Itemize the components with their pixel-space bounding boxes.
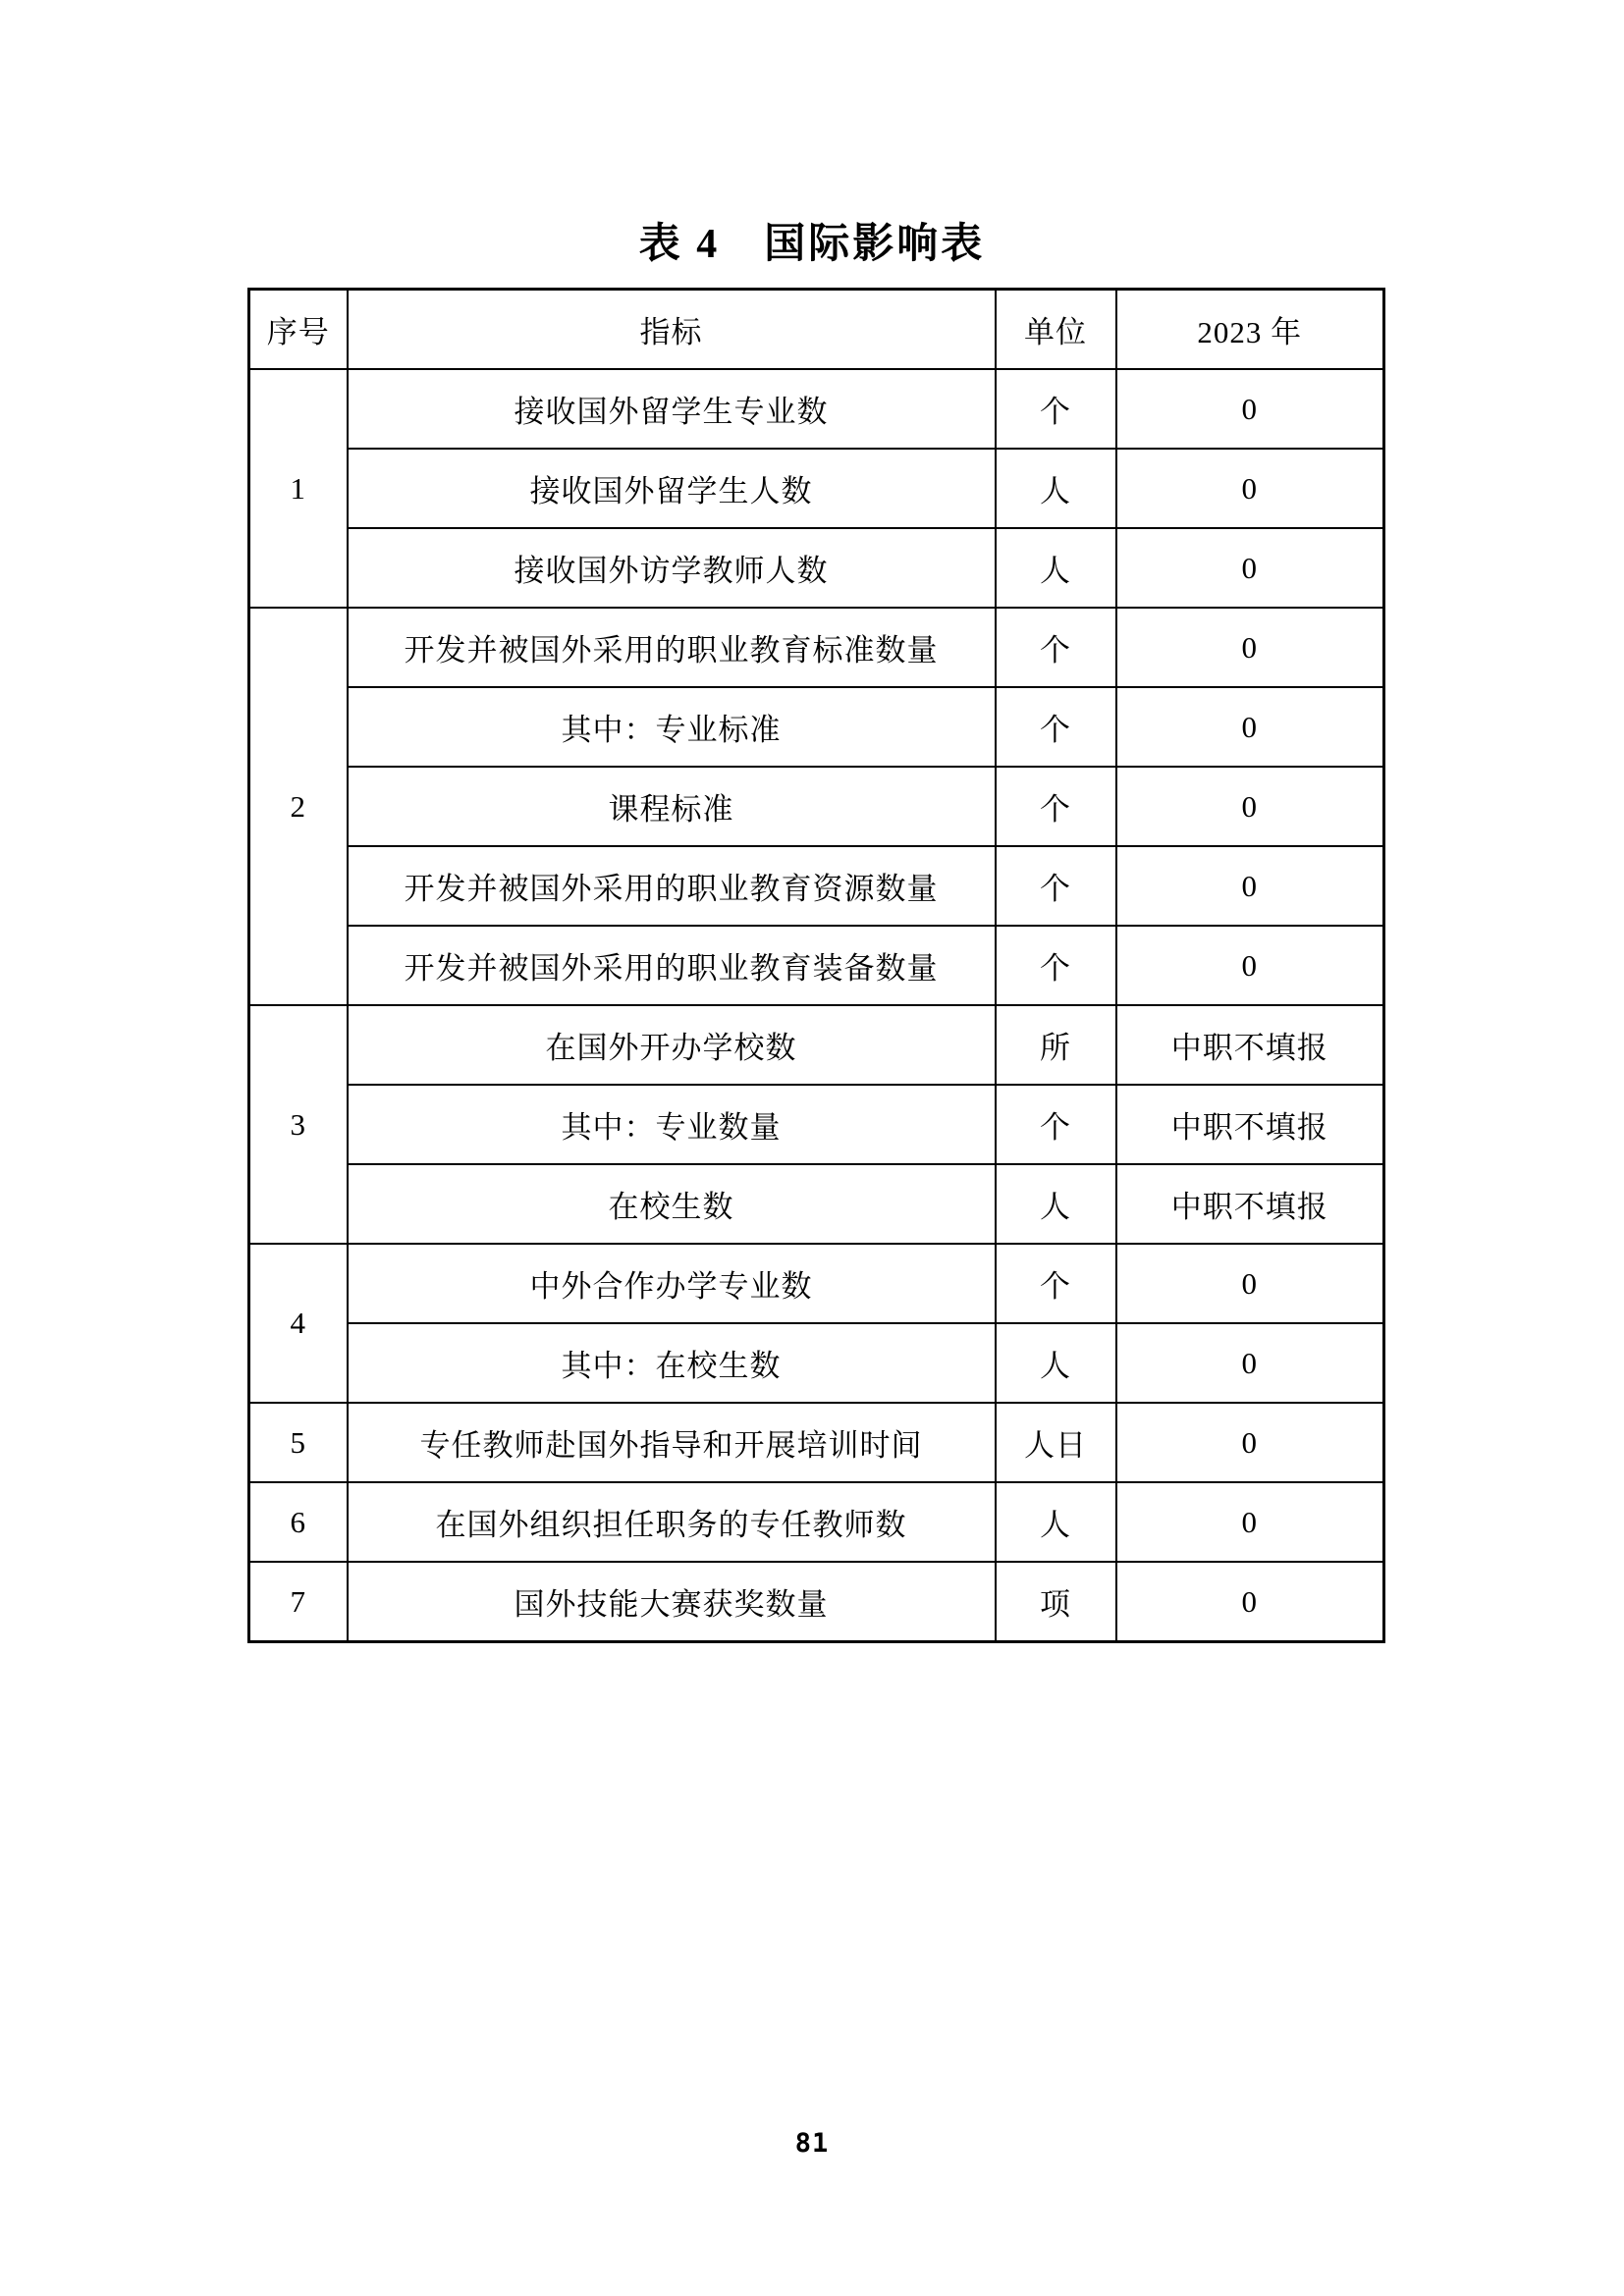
table-row — [249, 1164, 1384, 1244]
table-row — [249, 846, 1384, 926]
table-row — [249, 449, 1384, 528]
indicator-cell: 开发并被国外采用的职业教育标准数量 — [348, 608, 996, 687]
serial-cell: 1 — [249, 369, 348, 608]
table-row — [249, 1482, 1384, 1562]
value-cell: 0 — [1116, 369, 1384, 449]
indicator-cell: 在国外组织担任职务的专任教师数 — [348, 1482, 996, 1562]
value-cell: 0 — [1116, 1403, 1384, 1482]
unit-cell: 个 — [996, 369, 1116, 449]
unit-cell: 人 — [996, 528, 1116, 608]
serial-cell: 4 — [249, 1244, 348, 1403]
indicator-cell: 专任教师赴国外指导和开展培训时间 — [348, 1403, 996, 1482]
unit-cell: 人 — [996, 449, 1116, 528]
value-cell: 0 — [1116, 1482, 1384, 1562]
unit-cell: 项 — [996, 1562, 1116, 1642]
indicator-cell: 其中：专业数量 — [348, 1085, 996, 1164]
unit-cell: 人 — [996, 1323, 1116, 1403]
table-row — [249, 926, 1384, 1005]
indicator-cell: 国外技能大赛获奖数量 — [348, 1562, 996, 1642]
table-row — [249, 1562, 1384, 1642]
table-row — [249, 1244, 1384, 1323]
unit-cell: 个 — [996, 608, 1116, 687]
value-cell: 0 — [1116, 846, 1384, 926]
value-cell: 中职不填报 — [1116, 1164, 1384, 1244]
value-cell: 0 — [1116, 1323, 1384, 1403]
indicator-cell: 接收国外留学生人数 — [348, 449, 996, 528]
serial-cell: 7 — [249, 1562, 348, 1642]
unit-cell: 个 — [996, 767, 1116, 846]
indicator-cell: 开发并被国外采用的职业教育装备数量 — [348, 926, 996, 1005]
table-row — [249, 1403, 1384, 1482]
value-cell: 0 — [1116, 1562, 1384, 1642]
value-cell: 0 — [1116, 528, 1384, 608]
unit-cell: 个 — [996, 1085, 1116, 1164]
unit-cell: 所 — [996, 1005, 1116, 1085]
indicator-cell: 接收国外访学教师人数 — [348, 528, 996, 608]
value-cell: 0 — [1116, 926, 1384, 1005]
header-year: 2023 年 — [1116, 290, 1384, 370]
indicator-cell: 接收国外留学生专业数 — [348, 369, 996, 449]
table-row — [249, 1323, 1384, 1403]
table-row — [249, 1085, 1384, 1164]
header-unit: 单位 — [996, 290, 1116, 370]
header-row — [249, 290, 1384, 370]
unit-cell: 个 — [996, 926, 1116, 1005]
serial-cell: 2 — [249, 608, 348, 1005]
page-number: 81 — [794, 2128, 830, 2159]
value-cell: 0 — [1116, 608, 1384, 687]
header-serial: 序号 — [249, 290, 348, 370]
table-title: 表 4 国际影响表 — [638, 222, 986, 267]
value-cell: 0 — [1116, 449, 1384, 528]
header-indicator: 指标 — [348, 290, 996, 370]
unit-cell: 个 — [996, 1244, 1116, 1323]
table-row — [249, 687, 1384, 767]
unit-cell: 人 — [996, 1482, 1116, 1562]
table-row — [249, 767, 1384, 846]
indicator-cell: 课程标准 — [348, 767, 996, 846]
indicator-cell: 在校生数 — [348, 1164, 996, 1244]
indicator-cell: 其中：在校生数 — [348, 1323, 996, 1403]
indicator-cell: 在国外开办学校数 — [348, 1005, 996, 1085]
serial-cell: 5 — [249, 1403, 348, 1482]
table-row — [249, 608, 1384, 687]
serial-cell: 6 — [249, 1482, 348, 1562]
international-influence-table — [247, 288, 1385, 1643]
value-cell: 中职不填报 — [1116, 1005, 1384, 1085]
unit-cell: 个 — [996, 846, 1116, 926]
indicator-cell: 开发并被国外采用的职业教育资源数量 — [348, 846, 996, 926]
unit-cell: 人日 — [996, 1403, 1116, 1482]
table-row — [249, 369, 1384, 449]
indicator-cell: 其中：专业标准 — [348, 687, 996, 767]
table-row — [249, 1005, 1384, 1085]
indicator-cell: 中外合作办学专业数 — [348, 1244, 996, 1323]
unit-cell: 个 — [996, 687, 1116, 767]
table-row — [249, 528, 1384, 608]
value-cell: 0 — [1116, 687, 1384, 767]
value-cell: 中职不填报 — [1116, 1085, 1384, 1164]
serial-cell: 3 — [249, 1005, 348, 1244]
value-cell: 0 — [1116, 1244, 1384, 1323]
value-cell: 0 — [1116, 767, 1384, 846]
unit-cell: 人 — [996, 1164, 1116, 1244]
